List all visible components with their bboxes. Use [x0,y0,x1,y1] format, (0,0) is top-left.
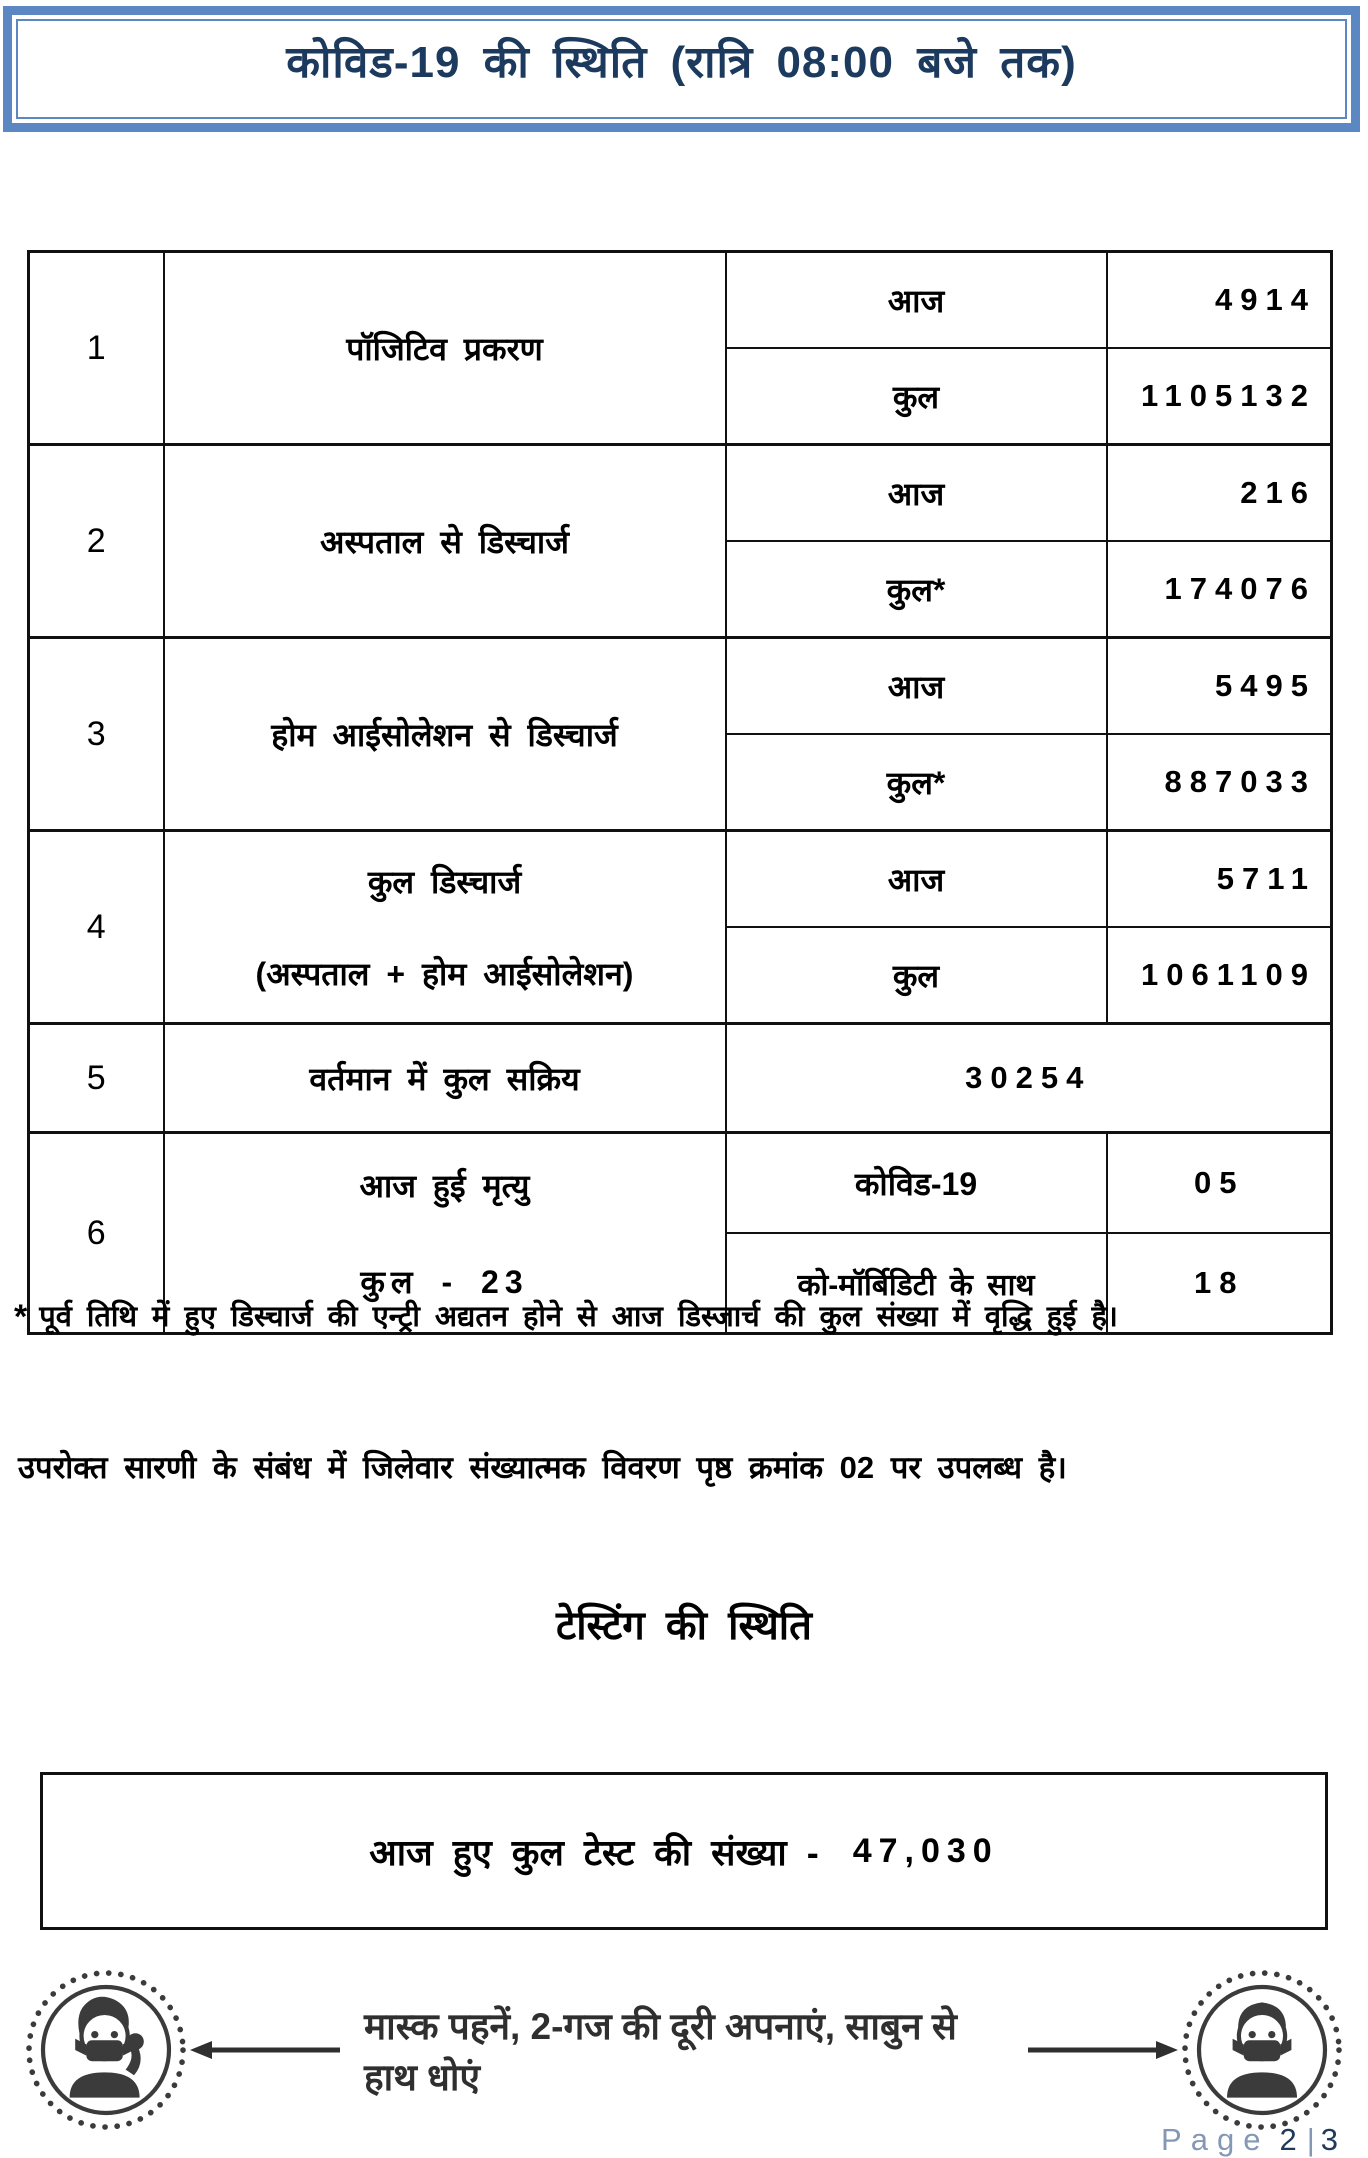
period-cell: कुल* [726,541,1107,638]
value-cell: 1061109 [1107,927,1332,1024]
period-cell: आज [726,638,1107,735]
value-cell: 887033 [1107,734,1332,831]
safety-slogan: मास्क पहनें, 2-गज की दूरी अपनाएं, साबुन से हाथ धोएं [364,2006,957,2098]
value-cell: 18 [1107,1233,1332,1334]
total-tests-label: आज हुए कुल टेस्ट की संख्या - [369,1831,819,1873]
table-row [29,1024,1332,1133]
value-cell: 216 [1107,445,1332,542]
page-label: Page [1161,2122,1270,2157]
active-count-cell: 30254 [726,1024,1332,1133]
total-tests-value: 47,030 [852,1831,999,1870]
value-cell: 05 [1107,1133,1332,1234]
period-cell: आज [726,831,1107,928]
table-footnote [14,1296,1354,1337]
description-cell: अस्पताल से डिस्चार्ज [164,445,726,638]
period-cell: कुल [726,348,1107,445]
header-banner [3,6,1360,132]
value-cell: 4914 [1107,252,1332,349]
description-line1: कुल डिस्चार्ज [367,863,522,900]
page-total: 3 [1320,2122,1342,2157]
total-tests-box [40,1772,1328,1930]
period-cell: कुल [726,927,1107,1024]
footnote-text: पूर्व तिथि में हुए डिस्चार्ज की एन्ट्री अद्यतन होने से आज डिस्जार्च की कुल संख्या में वृद्धि हुई है। [39,1301,1118,1333]
table-row [29,252,1332,349]
serial-cell: 5 [29,1024,164,1133]
header-inner-frame [16,19,1347,119]
banner-center [190,1999,1178,2101]
serial-cell: 4 [29,831,164,1024]
serial-cell: 6 [29,1133,164,1334]
period-cell: कुल* [726,734,1107,831]
table-row [29,445,1332,542]
serial-cell: 2 [29,445,164,638]
category-cell: को-मॉर्बिडिटी के साथ [726,1233,1107,1334]
masked-woman-icon [22,1966,190,2134]
right-arrow-icon [1028,2038,1178,2062]
description-cell: वर्तमान में कुल सक्रिय [164,1024,726,1133]
serial-cell: 1 [29,252,164,445]
description-line1: आज हुई मृत्यु [359,1167,530,1204]
description-cell: पॉजिटिव प्रकरण [164,252,726,445]
description-line2: कुल - 23 [360,1263,529,1300]
page-number [1161,2122,1342,2158]
district-note: उपरोक्त सारणी के संबंध में जिलेवार संख्यात्मक विवरण पृष्ठ क्रमांक 02 पर उपलब्ध है। [18,1450,1067,1485]
period-cell: आज [726,445,1107,542]
value-cell: 5711 [1107,831,1332,928]
safety-banner [22,1966,1346,2134]
left-arrow-icon [190,2038,340,2062]
description-cell: होम आईसोलेशन से डिस्चार्ज [164,638,726,831]
value-cell: 174076 [1107,541,1332,638]
period-cell: आज [726,252,1107,349]
testing-section-heading: टेस्टिंग की स्थिति [556,1604,812,1648]
table-row [29,831,1332,928]
page-title: कोविड-19 की स्थिति (रात्रि 08:00 बजे तक) [286,38,1077,87]
category-cell: कोविड-19 [726,1133,1107,1234]
value-cell: 5495 [1107,638,1332,735]
serial-cell: 3 [29,638,164,831]
asterisk-mark: * [14,1298,28,1336]
table-row [29,1133,1332,1234]
page-current: 2 [1279,2122,1301,2157]
description-cell [164,831,726,1024]
covid-status-table [27,250,1333,1335]
masked-man-icon [1178,1966,1346,2134]
value-cell: 1105132 [1107,348,1332,445]
description-line2: (अस्पताल + होम आईसोलेशन) [255,955,634,992]
page-separator: | [1306,2122,1315,2157]
table-row [29,638,1332,735]
